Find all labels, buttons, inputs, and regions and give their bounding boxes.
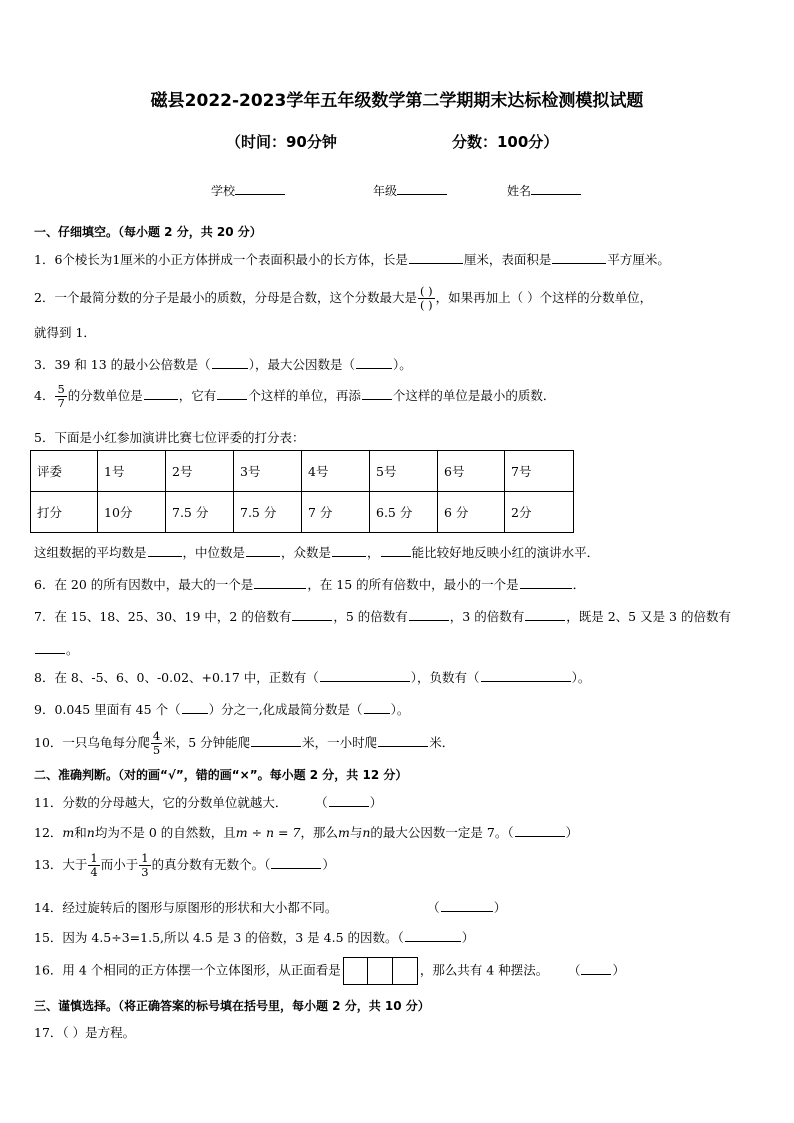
q13-frac2-den: 3 — [141, 865, 149, 879]
q14-text-a: 14．经过旋转后的图形与原图形的形状和大小都不同。 — [34, 900, 338, 915]
question-8 — [34, 668, 590, 686]
table-cell: 1号 — [98, 451, 166, 492]
q3-text-b: ），最大公因数是（ — [248, 357, 355, 372]
q10-text-b: 米，5 分钟能爬 — [163, 735, 251, 750]
q13-frac1-den: 4 — [90, 865, 98, 879]
q12-text-c: 均为不是 0 的自然数，且 — [94, 825, 236, 840]
question-15 — [34, 928, 474, 946]
q10-text-c: 米，一小时爬 — [302, 735, 378, 750]
table-cell: 7号 — [505, 451, 574, 492]
q13-fraction-2 — [139, 852, 150, 879]
name-field[interactable] — [507, 182, 581, 199]
q13-text-c: 的真分数有无数个。（ — [151, 857, 271, 872]
q6-text-b: ，在 15 的所有倍数中，最小的一个是 — [307, 577, 519, 592]
q14-paren-open: （ — [433, 900, 440, 915]
q7-blank-2[interactable] — [409, 607, 449, 621]
grade-field[interactable] — [373, 182, 447, 199]
q3-text-c: ）。 — [392, 357, 412, 372]
q7-text-b: ，5 的倍数有 — [333, 609, 408, 624]
school-field[interactable] — [211, 182, 285, 199]
q11-text-a: 11．分数的分母越大，它的分数单位就越大． — [34, 795, 288, 810]
question-12 — [34, 823, 578, 841]
q3-text-a: 3．39 和 13 的最小公倍数是（ — [34, 357, 211, 372]
q5-text-b: 这组数据的平均数是 — [34, 545, 147, 560]
score-table — [30, 450, 574, 533]
q2-fraction-blank[interactable] — [418, 285, 435, 312]
q4-text-e: 个这样的单位是最小的质数． — [392, 388, 556, 403]
name-label: 姓名 — [507, 184, 532, 198]
q10-frac-num: 4 — [152, 729, 161, 743]
q12-var-n: n — [86, 825, 95, 840]
table-cell: 评委 — [31, 451, 98, 492]
exam-score: 分数：100分） — [452, 133, 559, 151]
q9-text-c: ）。 — [390, 702, 410, 717]
q12-text-d: ，那么 — [300, 825, 338, 840]
section-2-heading: 二、准确判断。（对的画“√”，错的画“×”。每小题 2 分，共 12 分） — [34, 768, 408, 782]
question-7 — [34, 607, 731, 625]
q5-text-d: ，众数是 — [281, 545, 332, 560]
table-cell: 2号 — [166, 451, 234, 492]
grade-label: 年级 — [373, 184, 398, 198]
table-cell: 7.5 分 — [166, 492, 234, 533]
question-2 — [34, 285, 652, 312]
q4-blank-2[interactable] — [217, 386, 247, 400]
q3-blank-2[interactable] — [356, 355, 392, 369]
q10-blank-1[interactable] — [251, 733, 301, 747]
table-cell: 10分 — [98, 492, 166, 533]
question-5 — [34, 428, 304, 446]
q5-blank-4[interactable] — [381, 543, 411, 557]
grade-blank[interactable] — [397, 182, 447, 195]
table-row — [31, 451, 574, 492]
q13-frac2-num: 1 — [141, 851, 149, 865]
q8-text-c: ）。 — [571, 670, 591, 685]
q4-text-d: 个这样的单位，再添 — [248, 388, 361, 403]
school-blank[interactable] — [235, 182, 285, 195]
q2-text-c: 就得到 1． — [34, 325, 96, 340]
table-cell: 4号 — [302, 451, 370, 492]
question-2-cont — [34, 323, 96, 341]
q13-fraction-1 — [88, 852, 99, 879]
q4-blank-3[interactable] — [362, 386, 392, 400]
q17-text-a: 17．（ ）是方程。 — [34, 1025, 136, 1040]
q10-fraction — [151, 730, 162, 757]
q12-text-f: 的最大公因数一定是 7。（ — [370, 825, 514, 840]
q9-blank-1[interactable] — [182, 700, 208, 714]
q11-paren-close: ） — [369, 795, 383, 810]
q15-text-a: 15．因为 4.5÷3=1.5,所以 4.5 是 3 的倍数，3 是 4.5 的因数。（ — [34, 930, 404, 945]
q2-frac-den: ( ) — [419, 298, 433, 312]
table-cell: 5号 — [370, 451, 438, 492]
q16-paren-open: （ — [574, 962, 581, 978]
q8-text-b: ），负数有（ — [410, 670, 480, 685]
q5-blank-3[interactable] — [332, 543, 366, 557]
q9-text-a: 9．0.045 里面有 45 个（ — [34, 702, 181, 717]
question-5-cont — [34, 543, 599, 561]
q16-text-b: ，那么共有 4 种摆法。 — [419, 962, 549, 978]
q14-paren-close: ） — [493, 900, 507, 915]
q4-frac-den: 7 — [57, 396, 65, 410]
q13-text-d: ） — [322, 857, 335, 872]
q5-text-f: 能比较好地反映小红的演讲水平． — [411, 545, 600, 560]
q7-blank-4[interactable] — [35, 640, 65, 654]
table-cell: 2分 — [505, 492, 574, 533]
front-view-cubes-figure — [343, 957, 418, 985]
q16-answer-blank[interactable] — [581, 961, 611, 975]
q12-var-m2: m — [337, 825, 350, 840]
q7-text-a: 7．在 15、18、25、30、19 中，2 的倍数有 — [34, 609, 292, 624]
cube-square — [343, 957, 369, 985]
q5-text-c: ，中位数是 — [182, 545, 246, 560]
q8-blank-1[interactable] — [320, 668, 410, 682]
table-cell: 7.5 分 — [234, 492, 302, 533]
q16-text-a: 16．用 4 个相同的正方体摆一个立体图形，从正面看是 — [34, 962, 341, 978]
question-16 — [34, 957, 625, 985]
q4-text-b: 的分数单位是 — [67, 388, 143, 403]
question-9 — [34, 700, 409, 718]
q12-text-g: ） — [565, 825, 579, 840]
q4-text-a: 4． — [34, 388, 55, 403]
q6-blank-1[interactable] — [254, 575, 306, 589]
table-cell: 6号 — [438, 451, 505, 492]
q4-frac-num: 5 — [57, 382, 65, 396]
q12-equation: m ÷ n = 7 — [235, 825, 301, 840]
question-17 — [34, 1023, 135, 1041]
question-3 — [34, 355, 412, 373]
q10-frac-den: 5 — [152, 743, 161, 757]
q5-blank-1[interactable] — [148, 543, 182, 557]
exam-time: （时间：90分钟 — [226, 133, 337, 151]
q12-var-m: m — [62, 825, 75, 840]
section-1-heading: 一、仔细填空。（每小题 2 分，共 20 分） — [34, 225, 262, 239]
q15-answer-blank[interactable] — [405, 928, 461, 942]
school-label: 学校 — [211, 184, 236, 198]
q15-text-b: ） — [461, 930, 475, 945]
q16-paren-close: ） — [612, 962, 625, 978]
table-row — [31, 492, 574, 533]
q13-text-a: 13．大于 — [34, 857, 88, 872]
q5-text-e: ， — [367, 545, 380, 560]
table-cell: 6.5 分 — [370, 492, 438, 533]
q7-blank-3[interactable] — [525, 607, 565, 621]
q13-answer-blank[interactable] — [271, 855, 321, 869]
name-blank[interactable] — [531, 182, 581, 195]
q11-paren-open: （ — [321, 795, 328, 810]
q7-text-e: 。 — [66, 642, 79, 657]
question-6 — [34, 575, 585, 593]
q13-frac1-num: 1 — [90, 851, 98, 865]
q7-text-c: ，3 的倍数有 — [449, 609, 525, 624]
q9-blank-2[interactable] — [364, 700, 390, 714]
question-11 — [34, 793, 382, 811]
q3-blank-1[interactable] — [212, 355, 248, 369]
question-13 — [34, 852, 335, 879]
q1-text-c: 平方厘米。 — [607, 252, 670, 267]
q4-fraction — [55, 383, 66, 410]
q10-blank-2[interactable] — [378, 733, 428, 747]
q2-text-a: 2．一个最简分数的分子是最小的质数，分母是合数，这个分数最大是 — [34, 290, 417, 305]
q1-blank-1[interactable] — [409, 250, 463, 264]
q12-text-e: 与 — [349, 825, 363, 840]
question-1 — [34, 250, 670, 268]
cube-square — [392, 957, 418, 985]
q10-text-a: 10．一只乌龟每分爬 — [34, 735, 150, 750]
q2-frac-num: ( ) — [419, 284, 433, 298]
question-7-cont — [34, 640, 79, 658]
q12-answer-blank[interactable] — [515, 823, 565, 837]
q6-text-c: ． — [572, 577, 586, 592]
q12-text-b: 和 — [74, 825, 87, 840]
q5-text-a: 5．下面是小红参加演讲比赛七位评委的打分表： — [34, 430, 305, 445]
q5-blank-2[interactable] — [246, 543, 280, 557]
q9-text-b: ）分之一,化成最简分数是（ — [208, 702, 363, 717]
q7-blank-1[interactable] — [292, 607, 332, 621]
q2-text-b: ，如果再加上（ ）个这样的分数单位， — [435, 290, 653, 305]
q14-answer-blank[interactable] — [441, 898, 493, 912]
q12-text-a: 12． — [34, 825, 63, 840]
q6-blank-2[interactable] — [520, 575, 572, 589]
table-cell: 7 分 — [302, 492, 370, 533]
q11-answer-blank[interactable] — [329, 793, 369, 807]
q6-text-a: 6．在 20 的所有因数中，最大的一个是 — [34, 577, 254, 592]
q1-text-a: 1．6个棱长为1厘米的小正方体拼成一个表面积最小的长方体，长是 — [34, 252, 408, 267]
q13-text-b: 而小于 — [100, 857, 139, 872]
q1-blank-2[interactable] — [552, 250, 606, 264]
q8-blank-2[interactable] — [481, 668, 571, 682]
q8-text-a: 8．在 8、-5、6、0、-0.02、+0.17 中，正数有（ — [34, 670, 319, 685]
q7-text-d: ，既是 2、5 又是 3 的倍数有 — [566, 609, 731, 624]
q12-var-n2: n — [362, 825, 371, 840]
section-3-heading: 三、谨慎选择。（将正确答案的标号填在括号里，每小题 2 分，共 10 分） — [34, 999, 430, 1013]
q10-text-d: 米． — [429, 735, 455, 750]
table-cell: 打分 — [31, 492, 98, 533]
table-cell: 3号 — [234, 451, 302, 492]
q1-text-b: 厘米，表面积是 — [463, 252, 552, 267]
q4-text-c: ，它有 — [178, 388, 217, 403]
cube-square — [367, 957, 393, 985]
table-cell: 6 分 — [438, 492, 505, 533]
question-14 — [34, 898, 506, 916]
question-4 — [34, 383, 555, 410]
page-title: 磁县2022-2023学年五年级数学第二学期期末达标检测模拟试题 — [150, 91, 644, 111]
q4-blank-1[interactable] — [144, 386, 178, 400]
question-10 — [34, 730, 454, 757]
